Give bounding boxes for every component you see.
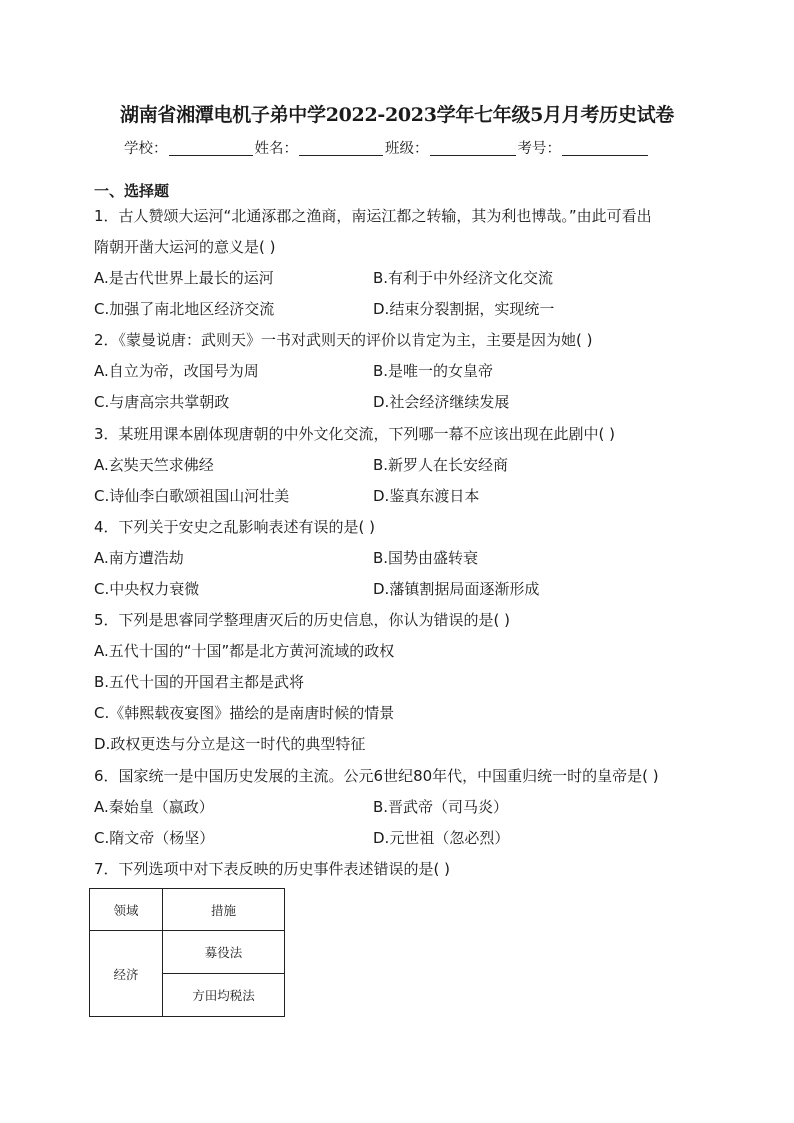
number-blank[interactable] [562, 139, 648, 156]
question-1-option-c[interactable]: C.加强了南北地区经济交流 [94, 300, 275, 318]
question-6-option-d[interactable]: D.元世祖（忽必烈） [373, 829, 510, 847]
question-4-option-d[interactable]: D.藩镇割据局面逐渐形成 [373, 580, 540, 598]
question-6-option-b[interactable]: B.晋武帝（司马炎） [373, 798, 509, 816]
table-cell-field: 经济 [90, 931, 163, 1017]
page-title: 湖南省湘潭电机子弟中学2022-2023学年七年级5月月考历史试卷 [120, 104, 674, 126]
table-row [90, 931, 285, 974]
question-4-option-b[interactable]: B.国势由盛转衰 [373, 549, 479, 567]
student-info-line [124, 137, 650, 158]
question-3-option-c[interactable]: C.诗仙李白歌颂祖国山河壮美 [94, 487, 290, 505]
question-2-option-d[interactable]: D.社会经济继续发展 [373, 393, 510, 411]
section-title: 一、选择题 [94, 182, 170, 200]
question-1-option-a[interactable]: A.是古代世界上最长的运河 [94, 269, 274, 287]
school-blank[interactable] [169, 139, 253, 156]
question-3-stem: 3．某班用课本剧体现唐朝的中外文化交流，下列哪一幕不应该出现在此剧中( ) [94, 425, 616, 443]
question-2-option-b[interactable]: B.是唯一的女皇帝 [373, 362, 494, 380]
question-2-stem: 2．《蒙曼说唐：武则天》一书对武则天的评价以肯定为主，主要是因为她( ) [94, 331, 593, 349]
question-5-stem: 5．下列是思睿同学整理唐灭后的历史信息，你认为错误的是( ) [94, 611, 511, 629]
question-1-option-d[interactable]: D.结束分裂割据，实现统一 [373, 300, 555, 318]
question-4-option-a[interactable]: A.南方遭浩劫 [94, 549, 184, 567]
question-6-option-a[interactable]: A.秦始皇（嬴政） [94, 798, 214, 816]
table-cell-measure-1: 募役法 [163, 931, 285, 974]
table-cell-measure-2: 方田均税法 [163, 974, 285, 1017]
table-header-row [90, 889, 285, 931]
question-5-option-a[interactable]: A.五代十国的“十国”都是北方黄河流域的政权 [94, 642, 395, 660]
question-5-option-d[interactable]: D.政权更迭与分立是这一时代的典型特征 [94, 735, 366, 753]
number-label: 考号： [517, 141, 561, 157]
question-4-option-c[interactable]: C.中央权力衰微 [94, 580, 200, 598]
question-3-option-d[interactable]: D.鉴真东渡日本 [373, 487, 480, 505]
question-2-option-a[interactable]: A.自立为帝，改国号为周 [94, 362, 259, 380]
question-2-option-c[interactable]: C.与唐高宗共掌朝政 [94, 393, 230, 411]
table-header-field: 领域 [90, 889, 163, 931]
question-5-option-c[interactable]: C.《韩熙载夜宴图》描绘的是南唐时候的情景 [94, 704, 395, 722]
class-blank[interactable] [430, 139, 516, 156]
name-blank[interactable] [299, 139, 383, 156]
question-7-stem: 7．下列选项中对下表反映的历史事件表述错误的是( ) [94, 860, 451, 878]
school-label: 学校： [124, 141, 168, 157]
question-6-stem: 6．国家统一是中国历史发展的主流。公元6世纪80年代，中国重归统一时的皇帝是( ) [94, 767, 659, 785]
question-5-option-b[interactable]: B.五代十国的开国君主都是武将 [94, 673, 305, 691]
question-4-stem: 4．下列关于安史之乱影响表述有误的是( ) [94, 518, 376, 536]
question-3-option-b[interactable]: B.新罗人在长安经商 [373, 456, 509, 474]
table-header-measures: 措施 [163, 889, 285, 931]
question-1-stem-line-1: 1．古人赞颂大运河“北通涿郡之渔商，南运江都之转输，其为利也博哉。”由此可看出 [94, 207, 652, 225]
class-label: 班级： [385, 141, 429, 157]
question-6-option-c[interactable]: C.隋文帝（杨坚） [94, 829, 215, 847]
question-3-option-a[interactable]: A.玄奘天竺求佛经 [94, 456, 214, 474]
measures-table [89, 888, 285, 1017]
question-1-stem-line-2: 隋朝开凿大运河的意义是( ) [94, 238, 276, 256]
question-1-option-b[interactable]: B.有利于中外经济文化交流 [373, 269, 554, 287]
name-label: 姓名： [254, 141, 298, 157]
